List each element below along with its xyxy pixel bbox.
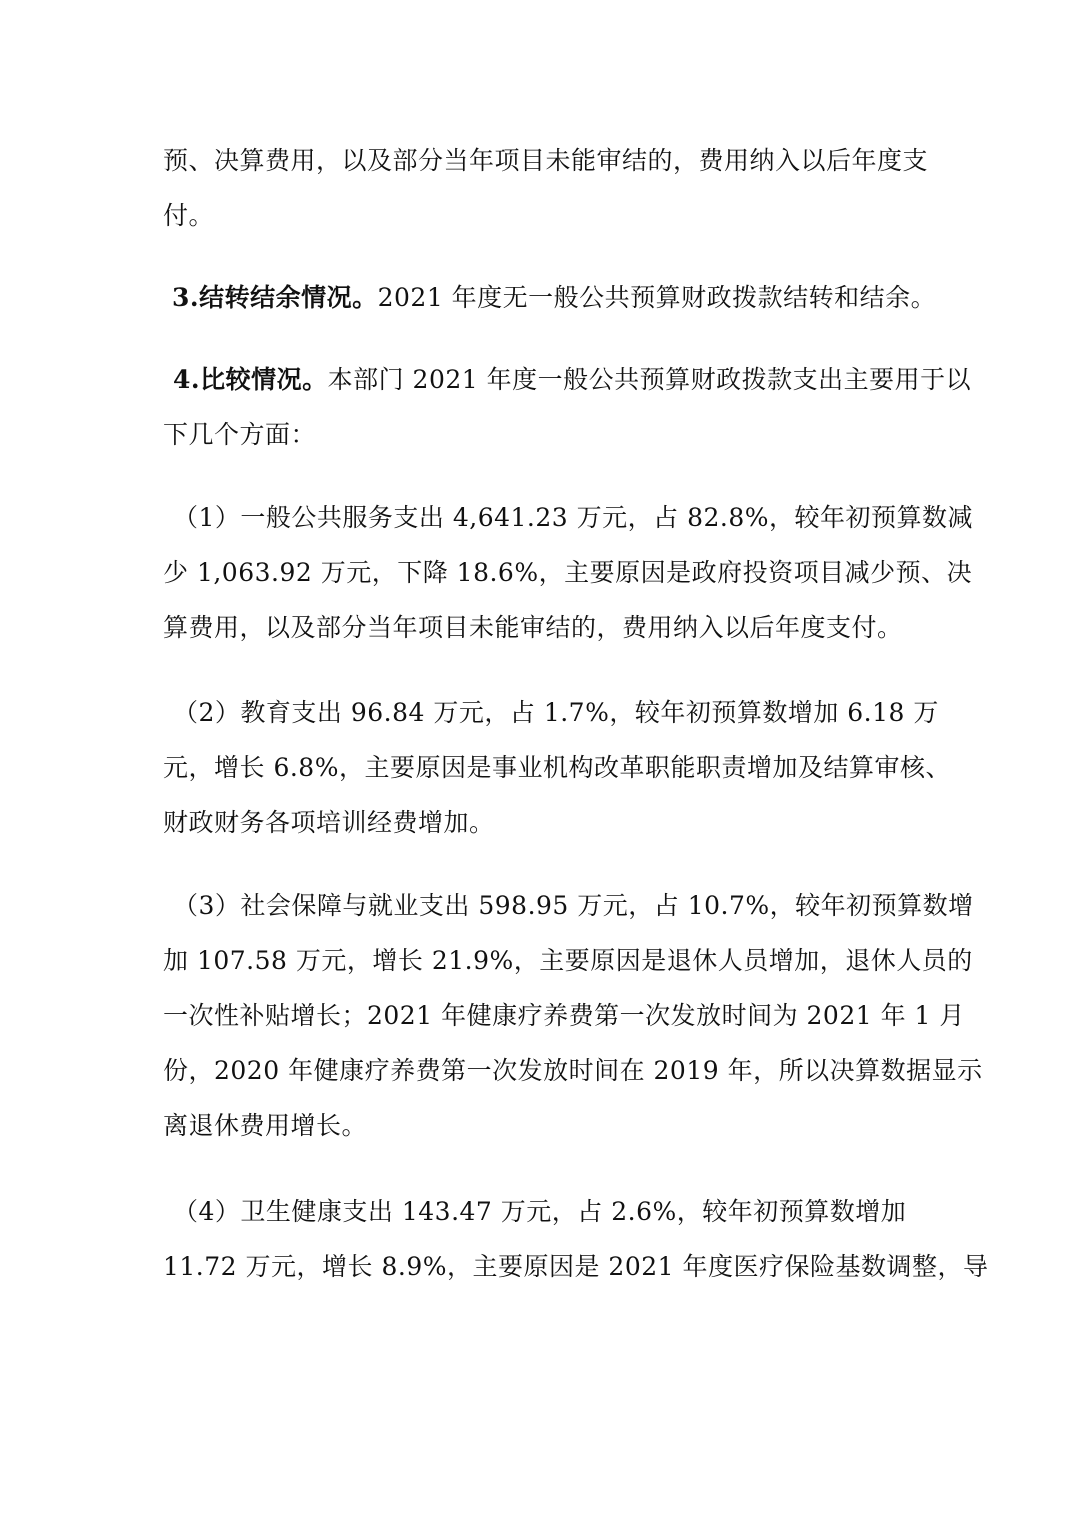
paragraph-continuation: [163, 133, 929, 243]
paragraph-comparison: [163, 352, 972, 462]
text-line: [172, 270, 937, 325]
text-span: 本部门 2021 年度一般公共预算财政拨款支出主要用于以: [327, 365, 972, 394]
text-line: [163, 352, 972, 407]
text-span: 2021 年度无一般公共预算财政拨款结转和结余。: [377, 283, 937, 312]
text-line: （3）社会保障与就业支出 598.95 万元，占 10.7%，较年初预算数增: [173, 891, 974, 920]
text-line: 份，2020 年健康疗养费第一次发放时间在 2019 年，所以决算数据显示: [163, 1056, 983, 1085]
text-line: 11.72 万元，增长 8.9%，主要原因是 2021 年度医疗保险基数调整，导: [163, 1252, 989, 1281]
paragraph-item-2: [163, 685, 951, 850]
text-line: 元，增长 6.8%，主要原因是事业机构改革职能职责增加及结算审核、: [163, 753, 951, 782]
text-line: 加 107.58 万元，增长 21.9%，主要原因是退休人员增加，退休人员的: [163, 946, 973, 975]
text-line: （4）卫生健康支出 143.47 万元，占 2.6%，较年初预算数增加: [173, 1197, 907, 1226]
text-line: 预、决算费用，以及部分当年项目未能审结的，费用纳入以后年度支: [163, 146, 929, 175]
paragraph-item-1: [163, 490, 973, 655]
text-line: 离退休费用增长。: [163, 1111, 368, 1140]
text-line: 算费用，以及部分当年项目未能审结的，费用纳入以后年度支付。: [163, 613, 903, 642]
section-heading: 3.结转结余情况。: [172, 283, 378, 312]
text-line: 下几个方面：: [163, 420, 317, 449]
text-line: 财政财务各项培训经费增加。: [163, 808, 495, 837]
paragraph-item-3: [163, 878, 983, 1153]
paragraph-item-4: [163, 1184, 989, 1294]
paragraph-carryover: [172, 270, 937, 325]
section-heading: 4.比较情况。: [173, 365, 328, 394]
text-line: （2）教育支出 96.84 万元，占 1.7%，较年初预算数增加 6.18 万: [173, 698, 939, 727]
text-line: 一次性补贴增长；2021 年健康疗养费第一次发放时间为 2021 年 1 月: [163, 1001, 965, 1030]
text-line: 付。: [163, 201, 215, 230]
text-line: （1）一般公共服务支出 4,641.23 万元，占 82.8%，较年初预算数减: [173, 503, 973, 532]
text-line: 少 1,063.92 万元，下降 18.6%，主要原因是政府投资项目减少预、决: [163, 558, 973, 587]
